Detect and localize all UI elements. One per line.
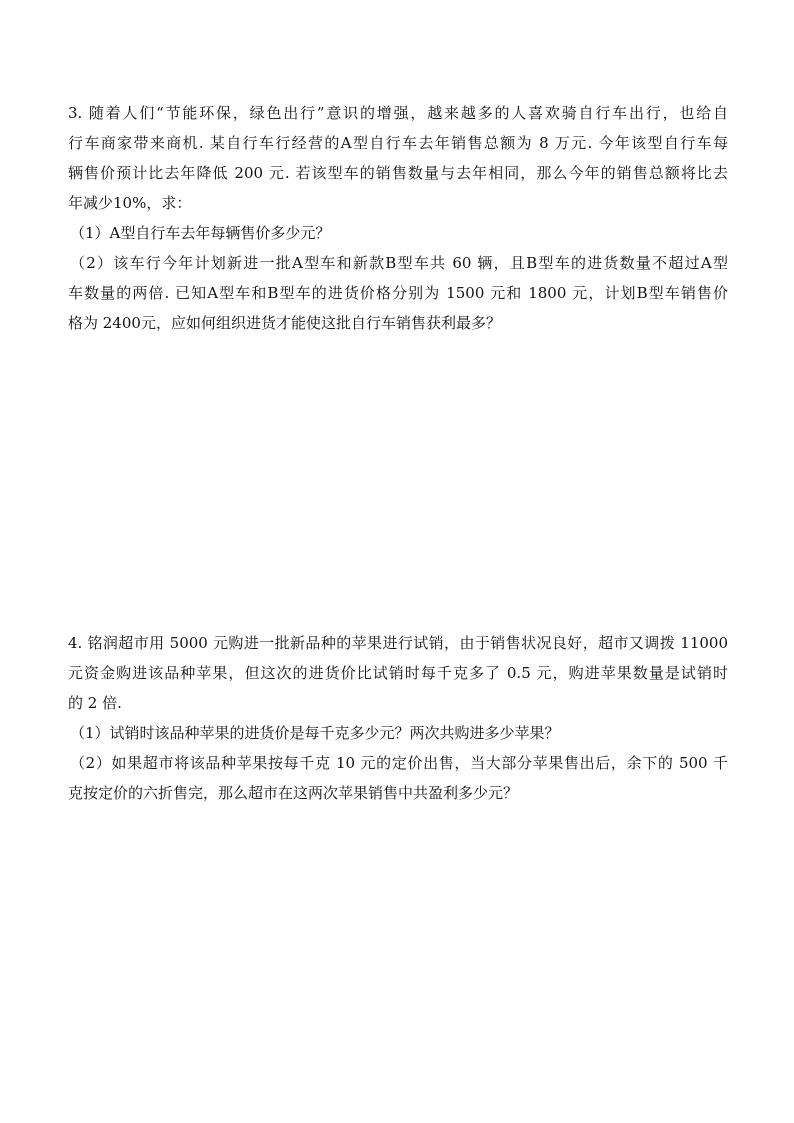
problem-4-part-2-line: （2）如果超市将该品种苹果按每千克 10 元的定价出售，当大部分苹果售出后，余下的 500 千 bbox=[70, 754, 728, 772]
problem-4-stem-line: 4. 铭润超市用 5000 元购进一批新品种的苹果进行试销，由于销售状况良好，超市又调拨 11000 bbox=[68, 634, 728, 652]
problem-4 bbox=[68, 628, 728, 808]
problem-4-stem-line: 的 2 倍. bbox=[68, 694, 122, 712]
problem-3-part-2-line: 车数量的两倍. 已知A型车和B型车的进货价格分别为 1500 元和 1800 元，计划B型车销售价 bbox=[68, 284, 728, 302]
problem-3-part-2-line: （2）该车行今年计划新进一批A型车和新款B型车共 60 辆，且B型车的进货数量不超过A型 bbox=[70, 254, 728, 272]
problem-3-stem-line: 行车商家带来商机. 某自行车行经营的A型自行车去年销售总额为 8 万元. 今年该型自行车每 bbox=[68, 134, 728, 152]
problem-4-stem-line: 元资金购进该品种苹果，但这次的进货价比试销时每千克多了 0.5 元，购进苹果数量是试销时 bbox=[68, 664, 728, 682]
problem-3-stem-line: 辆售价预计比去年降低 200 元. 若该型车的销售数量与去年相同，那么今年的销售总额将比去 bbox=[68, 164, 728, 182]
problem-4-part-2-line: 克按定价的六折售完，那么超市在这两次苹果销售中共盈利多少元？ bbox=[68, 784, 519, 802]
problem-3-part-2-line: 格为 2400元，应如何组织进货才能使这批自行车销售获利最多？ bbox=[68, 314, 501, 332]
problem-3-stem-line: 年减少10%，求： bbox=[68, 194, 192, 212]
problem-3-part-1: （1）A型自行车去年每辆售价多少元？ bbox=[70, 224, 331, 242]
problem-3-stem-line: 3. 随着人们“节能环保，绿色出行”意识的增强，越来越多的人喜欢骑自行车出行，也给自 bbox=[68, 104, 728, 122]
problem-4-part-1: （1）试销时该品种苹果的进货价是每千克多少元？两次共购进多少苹果？ bbox=[70, 724, 560, 742]
problem-3 bbox=[68, 98, 728, 338]
